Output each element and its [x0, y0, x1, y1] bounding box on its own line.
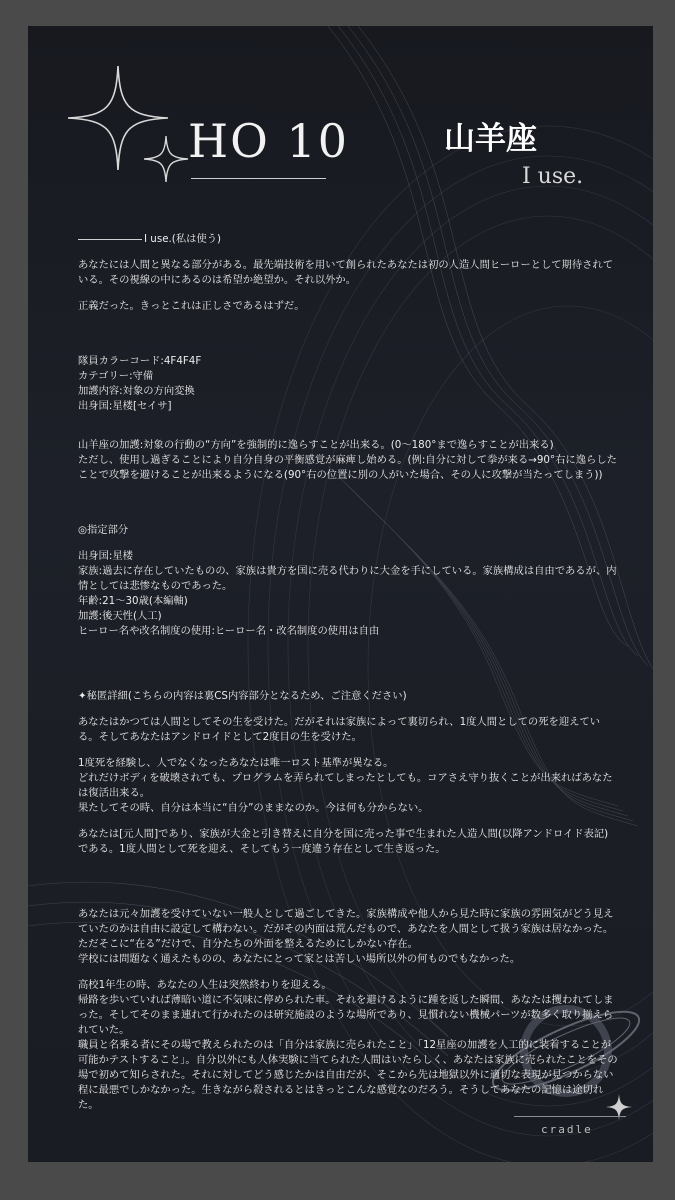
story-paragraph: 職員と名乗る者にその場で教えられたのは「自分は家族に売られたこと」「12星座の加護を人工的に装着することが可能かテストすること」。自分以外にも人体実験に当てられた人間はいたらしく、あなたは家族に売られたことをその場で初めて知らされた。それに対してどう感じたかは自由だが、そこから先は地獄以外に適切な表現が見つからない程に最悪でしかなかった。生きながら殺されるとはきっとこんな感覚なのだろう。そうしてあなたの記憶は途切れた。: [78, 1039, 618, 1111]
story-paragraph: あなたは元々加護を受けていない一般人として過ごしてきた。家族構成や他人から見た時に家族の雰囲気がどう見えていたのかは自由に設定して構わない。だがその内面は荒んだもので、あなたを人間として扱う家族は居なかった。ただそこに“在る”だけで、自分たちの外面を整えるためにしかない存在。: [78, 908, 614, 950]
designated-line: 年齢:21～30歳(本編軸): [78, 595, 188, 607]
story-paragraph: 学校には問題なく通えたものの、あなたにとって家とは苦しい場所以外の何ものでもなかった。: [78, 953, 521, 965]
secret-heading: ✦秘匿詳細(こちらの内容は裏CS内容部分となるため、ご注意ください): [78, 690, 407, 702]
zodiac-subtitle: I use.: [522, 164, 584, 189]
ho-title: HO 10: [188, 114, 349, 168]
title-underline: [191, 178, 326, 179]
secret-paragraph: 果たしてその時、自分は本当に“自分”のままなのか。今は何も分からない。: [78, 802, 429, 814]
designated-line: 家族:過去に存在していたものの、家族は貴方を国に売る代わりに大金を手にしている。家族構成は自由であるが、内情としては悲惨なものであった。: [78, 565, 617, 592]
story-paragraph: 高校1年生の時、あなたの人生は突然終わりを迎える。: [78, 979, 332, 991]
secret-paragraph: 1度死を経験し、人でなくなったあなたは唯一ロスト基準が異なる。: [78, 757, 394, 769]
secret-paragraph: あなたはかつては人間としてその生を受けた。だがそれは家族によって裏切られ、1度人間としての死を迎えている。そしてあなたはアンドロイドとして2度目の生を受けた。: [78, 716, 601, 743]
intro-text: あなたには人間と異なる部分がある。最先端技術を用いて創られたあなたは初の人造人間ヒーローとして期待されている。その視線の中にあるのは希望か絶望か。それ以外か。: [78, 259, 614, 286]
intro-text-2: 正義だった。きっとこれは正しさであるはずだ。: [78, 300, 305, 312]
intro-heading: I use.(私は使う): [78, 232, 618, 247]
secret-paragraph: あなたは[元人間]であり、家族が大金と引き替えに自分を国に売った事で生まれた人造人間(以降アンドロイド表記)である。1度人間として死を迎え、そしてもう一度違う存在として生き返った。: [78, 828, 609, 855]
designated-line: ヒーロー名や改名制度の使用:ヒーロー名・改名制度の使用は自由: [78, 625, 380, 637]
designated-line: 加護:後天性(人工): [78, 610, 162, 622]
designated-line: 出身国:星楼: [78, 550, 133, 562]
profile-line: 隊員カラーコード:4F4F4F: [78, 355, 202, 367]
designated-heading: ◎指定部分: [78, 524, 129, 536]
sparkle-large-icon: [68, 66, 168, 170]
sparkle-small-icon: [144, 136, 188, 182]
secret-paragraph: どれだけボディを破壊されても、プログラムを弄られてしまったとしても。コアさえ守り抜くことが出来ればあなたは復活出来る。: [78, 772, 613, 799]
character-sheet-card: [28, 26, 653, 1162]
zodiac-title: 山羊座: [444, 121, 537, 157]
ability-text: 山羊座の加護:対象の行動の“方向”を強制的に逸らすことが出来る。(0～180°まで逸らすことが出来る): [78, 439, 554, 451]
heading-rule: [78, 239, 142, 240]
profile-line: 出身国:星楼[セイサ]: [78, 400, 172, 412]
ability-text: ただし、使用し過ぎることにより自分自身の平衡感覚が麻痺し始める。(例:自分に対して拳が来る→90°右に逸らしたことで攻撃を避けることが出来るようになる(90°右の位置に別の人がいた場合、その人に攻撃が当たってしまう)): [78, 454, 617, 481]
profile-line: 加護内容:対象の方向変換: [78, 385, 195, 397]
sheet-content: [78, 232, 618, 1113]
profile-line: カテゴリー:守備: [78, 370, 154, 382]
brand-logo-text: cradle: [541, 1123, 593, 1136]
story-paragraph: 帰路を歩いていれば薄暗い道に不気味に停められた車。それを避けるように踵を返した瞬間、あなたは攫われてしまった。そしてそのまま連れて行かれたのは研究施設のような場所であり、見慣れない機械パーツが数多く取り揃えられていた。: [78, 994, 614, 1036]
